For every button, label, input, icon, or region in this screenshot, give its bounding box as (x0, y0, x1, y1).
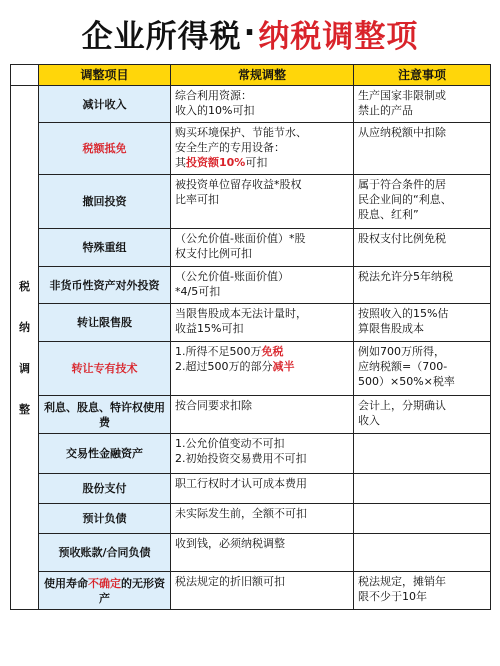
regular-cell: 当限售股成本无法计量时， 收益15%可扣 (171, 304, 354, 342)
side-label (11, 86, 39, 610)
item-cell: 撤回投资 (39, 175, 171, 229)
title-dot: · (243, 15, 257, 51)
item-cell: 预收账款/合同负债 (39, 534, 171, 572)
table-row (11, 175, 491, 229)
item-cell: 减计收入 (39, 86, 171, 123)
table-row (11, 534, 491, 572)
note-cell: 股权支付比例免税 (354, 229, 491, 267)
side-char: 税 (19, 279, 30, 293)
regular-cell (171, 434, 354, 474)
regular-cell: 未实际发生前，全额不可扣 (171, 504, 354, 534)
regular-cell (171, 123, 354, 175)
header-blank (11, 65, 39, 86)
regular-highlight: 投资额10% (186, 156, 246, 169)
item-cell (39, 572, 171, 610)
regular-line: 1.公允价值变动不可扣 (175, 437, 285, 450)
side-char: 整 (19, 402, 30, 416)
regular-cell: 被投资单位留存收益*股权 比率可扣 (171, 175, 354, 229)
regular-text: 购买环境保护、节能节水、 安全生产的专用设备： 其 (175, 126, 307, 169)
table-header-row (11, 65, 491, 86)
title-part2: 纳税调整项 (258, 18, 419, 55)
item-text: 的无形资产 (99, 576, 165, 605)
item-cell: 预计负债 (39, 504, 171, 534)
table-row (11, 504, 491, 534)
table-row (11, 434, 491, 474)
header-note: 注意事项 (354, 65, 491, 86)
regular-line: 2.初始投资交易费用不可扣 (175, 452, 307, 465)
note-cell: 属于符合条件的居 民企业间的“利息、 股息、红利” (354, 175, 491, 229)
note-cell: 税法允许分5年纳税 (354, 267, 491, 304)
item-cell: 交易性金融资产 (39, 434, 171, 474)
side-char: 纳 (19, 320, 30, 334)
table-row (11, 474, 491, 504)
note-cell (354, 504, 491, 534)
table-row (11, 396, 491, 434)
item-cell: 转让限售股 (39, 304, 171, 342)
item-highlight: 不确定 (88, 576, 121, 590)
note-cell: 生产国家非限制或 禁止的产品 (354, 86, 491, 123)
table-row (11, 342, 491, 396)
regular-cell: 税法规定的折旧额可扣 (171, 572, 354, 610)
header-regular: 常规调整 (171, 65, 354, 86)
note-cell: 会计上，分期确认 收入 (354, 396, 491, 434)
regular-text: 2.超过500万的部分 (175, 360, 273, 373)
header-item: 调整项目 (39, 65, 171, 86)
regular-text: 可扣 (245, 156, 268, 169)
note-cell: 从应纳税额中扣除 (354, 123, 491, 175)
note-cell (354, 434, 491, 474)
regular-cell: 按合同要求扣除 (171, 396, 354, 434)
title-part1: 企业所得税 (81, 18, 242, 55)
regular-cell: （公允价值-账面价值）*股 权支付比例可扣 (171, 229, 354, 267)
item-cell: 非货币性资产对外投资 (39, 267, 171, 304)
item-text: 使用寿命 (44, 576, 88, 590)
note-cell (354, 474, 491, 504)
item-cell: 股份支付 (39, 474, 171, 504)
regular-highlight: 减半 (272, 360, 295, 373)
note-cell (354, 534, 491, 572)
page-title (12, 8, 488, 58)
table-row (11, 572, 491, 610)
item-cell: 利息、股息、特许权使用费 (39, 396, 171, 434)
note-cell: 税法规定，摊销年 限不少于10年 (354, 572, 491, 610)
side-char: 调 (19, 361, 30, 375)
regular-text: 1.所得不足500万 (175, 345, 262, 358)
regular-cell (171, 342, 354, 396)
table-row (11, 304, 491, 342)
adjustment-table (10, 64, 491, 610)
table-row (11, 86, 491, 123)
regular-cell: 综合利用资源： 收入的10%可扣 (171, 86, 354, 123)
regular-highlight: 免税 (261, 345, 284, 358)
table-row (11, 123, 491, 175)
item-cell: 特殊重组 (39, 229, 171, 267)
table-row (11, 229, 491, 267)
item-cell: 税额抵免 (39, 123, 171, 175)
regular-cell: （公允价值-账面价值） *4/5可扣 (171, 267, 354, 304)
note-cell: 按照收入的15%估 算限售股成本 (354, 304, 491, 342)
table-row (11, 267, 491, 304)
regular-cell: 职工行权时才认可成本费用 (171, 474, 354, 504)
note-cell: 例如700万所得， 应纳税额=（700- 500）×50%×税率 (354, 342, 491, 396)
regular-cell: 收到钱，必须纳税调整 (171, 534, 354, 572)
item-cell: 转让专有技术 (39, 342, 171, 396)
